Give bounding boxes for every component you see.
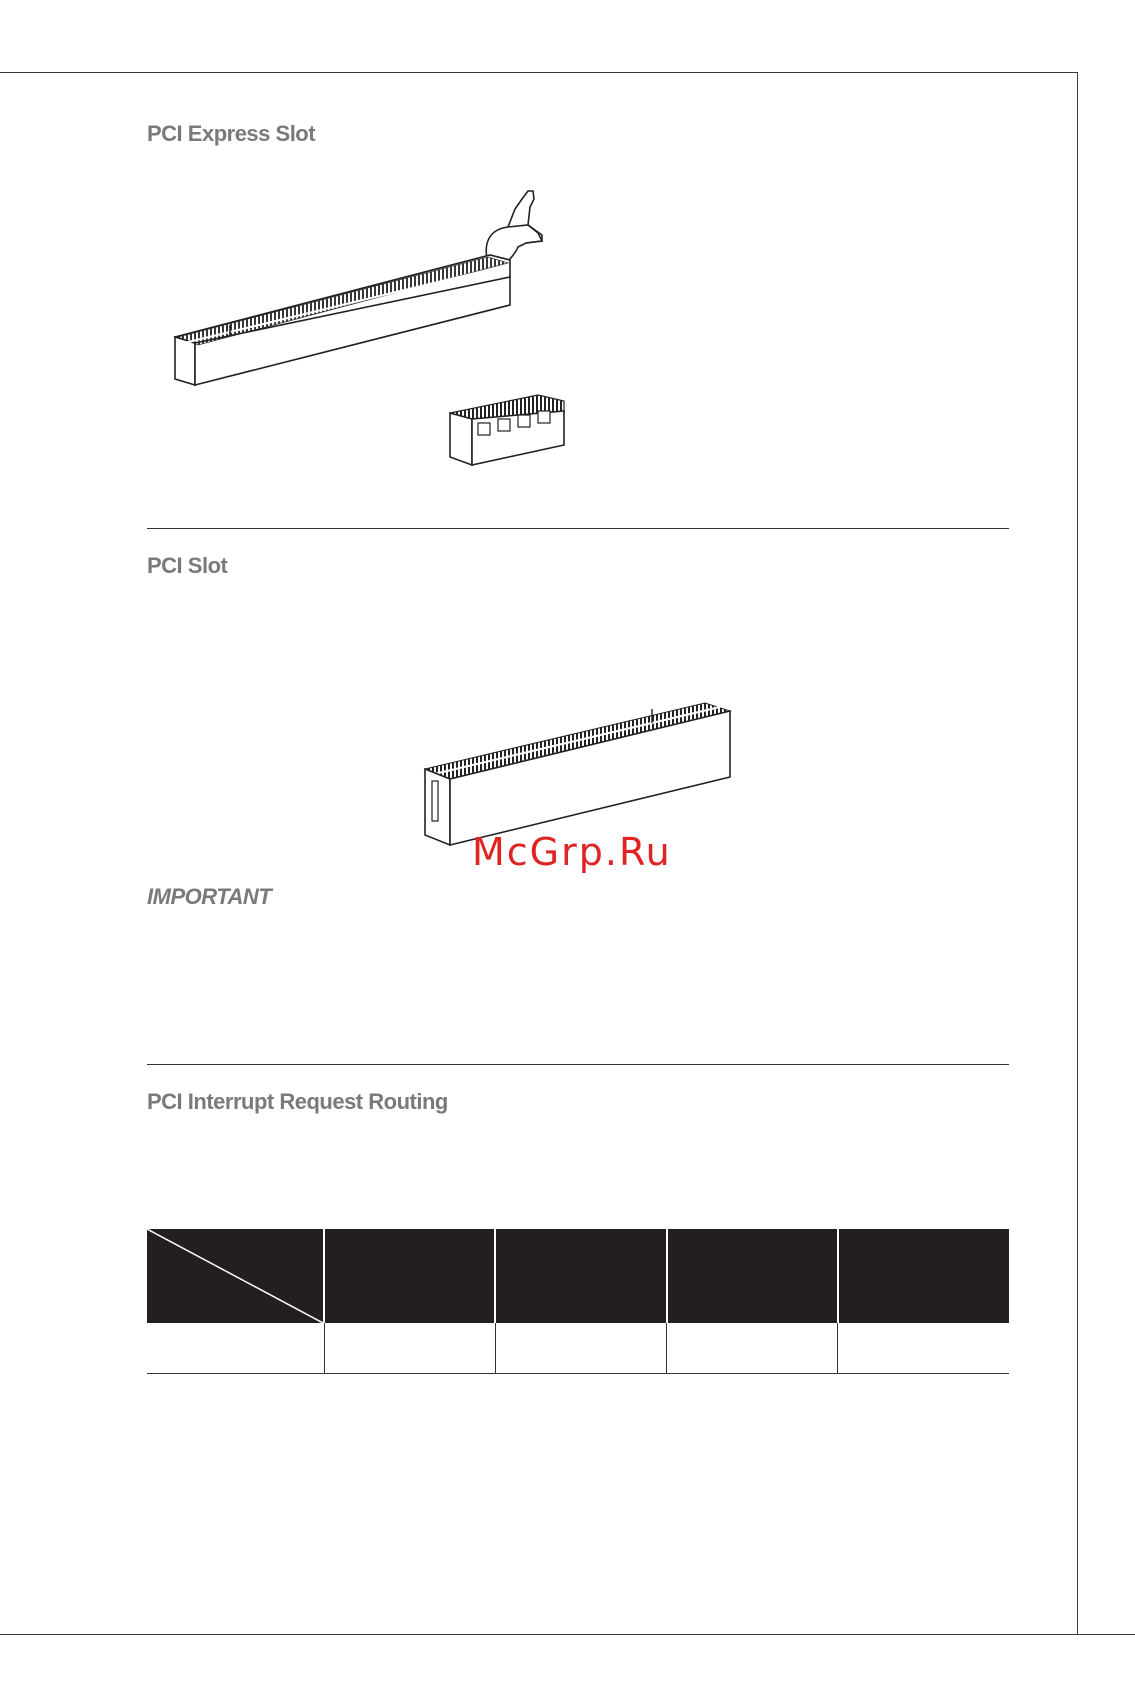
watermark-text: McGrp.Ru [472,830,672,874]
irq-routing-table [147,1229,1009,1374]
diagonal-divider-icon [147,1229,323,1323]
pcie-x1-slot-illustration [448,395,568,470]
table-header-cell [495,1229,666,1323]
pcie-slot-heading: PCI Express Slot [147,121,316,146]
section-divider [147,528,1009,529]
page-frame-bottom [0,1634,1135,1635]
page-frame-right [1077,72,1078,1634]
table-header-corner-cell [147,1229,324,1323]
pcie-x16-slot-illustration [170,185,590,395]
table-cell [495,1323,666,1374]
table-cell [324,1323,495,1374]
table-header-cell [838,1229,1009,1323]
table-header-row [147,1229,1009,1323]
irq-routing-heading: PCI Interrupt Request Routing [147,1089,448,1114]
table-cell [147,1323,324,1374]
section-divider [147,1064,1009,1065]
table-cell [667,1323,838,1374]
table-header-cell [324,1229,495,1323]
table-row [147,1323,1009,1374]
table-cell [838,1323,1009,1374]
page-frame-top [0,72,1077,73]
pci-slot-heading: PCI Slot [147,553,228,578]
table-header-cell [667,1229,838,1323]
important-heading: IMPORTANT [147,884,272,909]
